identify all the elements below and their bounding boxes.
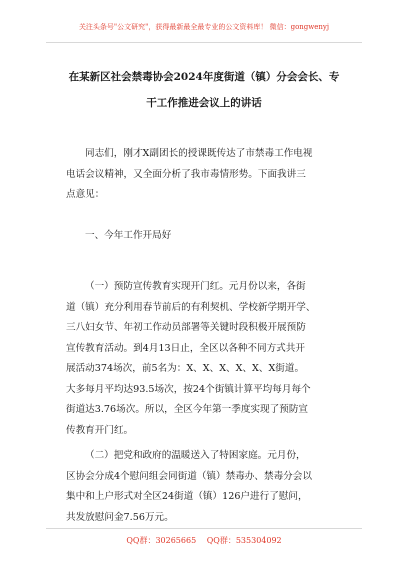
paragraph-line: 区协会分成4个慰问组会同街道（镇）禁毒办、禁毒分会以 <box>66 470 312 482</box>
paragraph-line: 道（镇）充分利用春节前后的有利契机、学校新学期开学、 <box>66 301 316 313</box>
paragraph-line: （一）预防宣传教育实现开门红。元月份以来，各街 <box>85 281 306 292</box>
paragraph-line: （二）把党和政府的温暖送入了特困家庭。元月份， <box>85 450 306 461</box>
paragraph-line: 同志们，刚才X副团长的授课既传达了市禁毒工作电视 <box>85 148 313 159</box>
paragraph-line: 三八妇女节、年初工作动员部署等关键时段积极开展预防 <box>66 322 306 333</box>
paragraph-line: 展活动374场次，前5名为：X、X、X、X、X、X街道。 <box>66 363 305 374</box>
paragraph-line: 传教育开门红。 <box>66 424 134 436</box>
paragraph-line: 点意见： <box>66 189 105 200</box>
footer-qq-group-1: QQ群：30265665 <box>126 536 197 545</box>
paragraph-line: 共发放慰问金7.56万元。 <box>66 511 174 523</box>
footer-qq-group-2: QQ群：535304092 <box>206 536 282 545</box>
section-heading-text: 一、今年工作开局好 <box>85 230 172 241</box>
paragraph-line: 电话会议精神，又全面分析了我市毒情形势。下面我讲三 <box>66 168 306 180</box>
footer-contacts <box>0 535 408 546</box>
paragraph-line: 街道达3.76场次。所以，全区今年第一季度实现了预防宣 <box>66 404 309 415</box>
paragraph-intro <box>66 144 342 206</box>
paragraph-visits <box>66 446 342 528</box>
document-title-line-2: 干工作推进会议上的讲话 <box>146 97 262 109</box>
footer-divider <box>46 528 362 529</box>
header-banner: 关注头条号"公文研究"，获得最新最全最专业的公文资料库！ 微信：gongwenyj <box>78 23 330 31</box>
paragraph-line: 宣传教育活动。到4月13日止，全区以各种不同方式共开 <box>66 342 305 354</box>
document-title-line-1: 在某新区社会禁毒协会2024年度街道（镇）分会会长、专 <box>68 71 340 83</box>
section-heading <box>66 226 342 247</box>
paragraph-line: 集中和上户形式对全区24街道（镇）126户进行了慰问， <box>66 491 308 502</box>
paragraph-publicity <box>66 277 342 441</box>
paragraph-line: 大多每月平均达93.5场次，按24个街镇计算平均每月每个 <box>66 383 311 395</box>
header-divider <box>46 42 362 43</box>
